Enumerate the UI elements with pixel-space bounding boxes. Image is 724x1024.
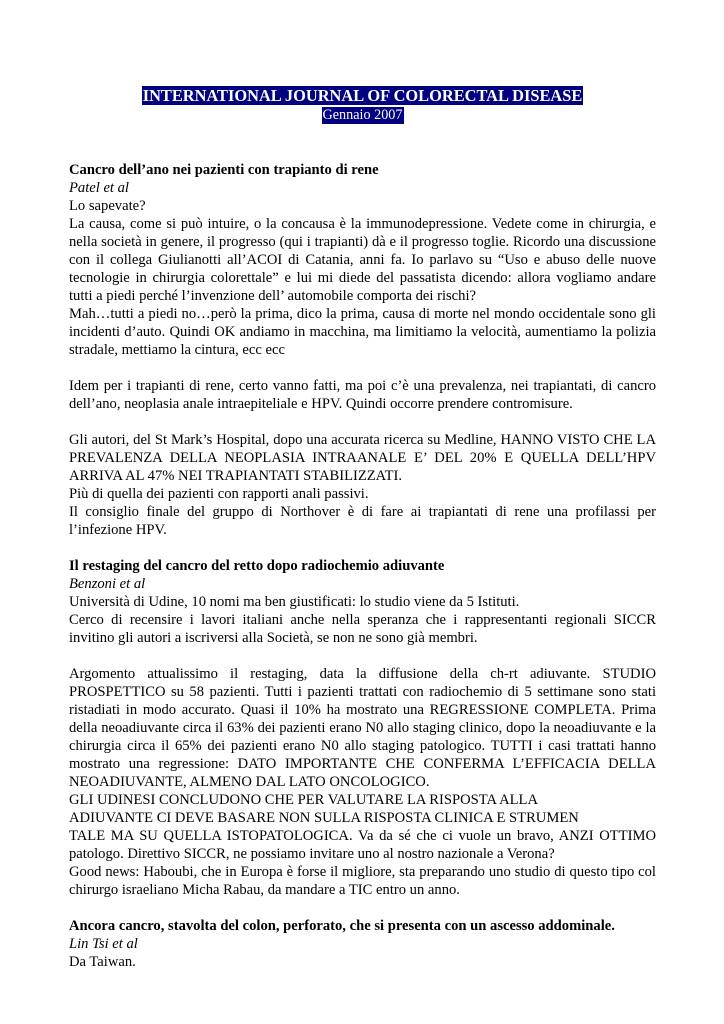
paragraph-gap: [69, 647, 656, 665]
paragraph-line: Più di quella dei pazienti con rapporti anali passivi.: [69, 486, 369, 502]
paragraph-line: Università di Udine, 10 nomi ma ben giustificati: lo studio viene da 5 Istituti.: [69, 594, 520, 610]
paragraph-line: Da Taiwan.: [69, 954, 136, 970]
paragraph-line: Il consiglio finale del gruppo di Northover è di fare ai trapiantati di rene una profilassi per: [69, 504, 656, 520]
article-title: Cancro dell’ano nei pazienti con trapianto di rene: [69, 162, 379, 178]
paragraph-line: della neoadiuvante circa il 63% dei pazienti erano N0 allo staging clinico, dopo la neoadiuvante e la: [69, 720, 656, 736]
paragraph-line: tecnologie in chirurgia colorettale” e lui mi diede del passatista dicendo: allora vogliamo andare: [69, 270, 656, 286]
paragraph-line: PROSPETTICO su 58 pazienti. Tutti i pazienti trattati con radiochemio di 5 settimane sono stati: [69, 684, 656, 700]
paragraph-line: PREVALENZA DELLA NEOPLASIA INTRAANALE E’ DEL 20% E QUELLA DELL’HPV: [69, 450, 656, 466]
article-title: Ancora cancro, stavolta del colon, perforato, che si presenta con un ascesso addominale.: [69, 918, 615, 934]
article-2: [69, 557, 656, 899]
issue-date: Gennaio 2007: [322, 107, 403, 123]
article-authors: Patel et al: [69, 180, 129, 196]
paragraph-line: chirurgia circa il 65% dei pazienti erano N0 allo staging patologico. TUTTI i casi trattati hanno: [69, 738, 656, 754]
article-3: [69, 917, 656, 971]
paragraph-line: GLI UDINESI CONCLUDONO CHE PER VALUTARE LA RISPOSTA ALLA: [69, 792, 539, 808]
paragraph-line: Argomento attualissimo il restaging, data la diffusione della ch-rt adiuvante. STUDIO: [69, 666, 656, 682]
journal-title: INTERNATIONAL JOURNAL OF COLORECTAL DISEASE: [142, 86, 583, 105]
article-authors: Benzoni et al: [69, 576, 146, 592]
paragraph-line: Idem per i trapianti di rene, certo vanno fatti, ma poi c’è una prevalenza, nei trapiantati, di cancro: [69, 378, 656, 394]
paragraph-line: dell’ano, neoplasia anale intraepiteliale e HPV. Quindi occorre prendere contromisure.: [69, 396, 573, 412]
paragraph-line: ARRIVA AL 47% NEI TRAPIANTATI STABILIZZATI.: [69, 468, 403, 484]
paragraph-line: TALE MA SU QUELLA ISTOPATOLOGICA. Va da sé che ci vuole un bravo, ANZI OTTIMO: [69, 828, 656, 844]
paragraph-line: l’infezione HPV.: [69, 522, 167, 538]
paragraph-line: Lo sapevate?: [69, 198, 146, 214]
paragraph-line: NEOADIUVANTE, ALMENO DAL LATO ONCOLOGICO.: [69, 774, 430, 790]
article-1: [69, 161, 656, 539]
paragraph-line: Mah…tutti a piedi no…però la prima, dico la prima, causa di morte nel mondo occidentale sono gli: [69, 306, 656, 322]
paragraph-line: mostrato una regressione: DATO IMPORTANTE CHE CONFERMA L’EFFICACIA DELLA: [69, 756, 656, 772]
paragraph-line: patologo. Direttivo SICCR, ne possiamo invitare uno al nostro nazionale a Verona?: [69, 846, 555, 862]
paragraph-line: Gli autori, del St Mark’s Hospital, dopo una accurata ricerca su Medline, HANNO VISTO CHE LA: [69, 432, 656, 448]
paragraph-line: nella società in genere, il progresso (qui i trapianti) dà e il progresso toglie. Ricordo una discussione: [69, 234, 656, 250]
paragraph-line: invitino gli autori a iscriversi alla Società, se non ne sono già membri.: [69, 630, 478, 646]
section-gap: [69, 899, 656, 917]
paragraph-line: chirurgo israeliano Micha Rabau, da mandare a TIC entro un anno.: [69, 882, 460, 898]
article-title: Il restaging del cancro del retto dopo radiochemio adiuvante: [69, 558, 445, 574]
journal-header: [69, 86, 656, 124]
paragraph-line: Cerco di recensire i lavori italiani anche nella speranza che i rappresentanti regionali SICCR: [69, 612, 656, 628]
paragraph-gap: [69, 359, 656, 377]
section-gap: [69, 539, 656, 557]
paragraph-line: La causa, come si può intuire, o la concausa è la immunodepressione. Vedete come in chirurgia, e: [69, 216, 656, 232]
paragraph-line: stradale, mettiamo la cintura, ecc ecc: [69, 342, 285, 358]
article-authors: Lin Tsi et al: [69, 936, 138, 952]
document-page: [69, 86, 656, 971]
paragraph-line: ristadiati in modo accurato. Quasi il 10% ha mostrato una REGRESSIONE COMPLETA. Prima: [69, 702, 656, 718]
paragraph-line: ADIUVANTE CI DEVE BASARE NON SULLA RISPOSTA CLINICA E STRUMEN: [69, 810, 579, 826]
paragraph-line: tutti a piedi perché l’invenzione dell’ automobile comporta dei rischi?: [69, 288, 476, 304]
paragraph-line: incidenti d’auto. Quindi OK andiamo in macchina, ma limitiamo la velocità, aumentiamo la polizia: [69, 324, 656, 340]
paragraph-line: Good news: Haboubi, che in Europa è forse il migliore, sta preparando uno studio di questo tipo col: [69, 864, 656, 880]
paragraph-line: con il collega Giulianotti all’ACOI di Catania, anni fa. Io parlavo su “Uso e abuso delle nuove: [69, 252, 656, 268]
paragraph-gap: [69, 413, 656, 431]
